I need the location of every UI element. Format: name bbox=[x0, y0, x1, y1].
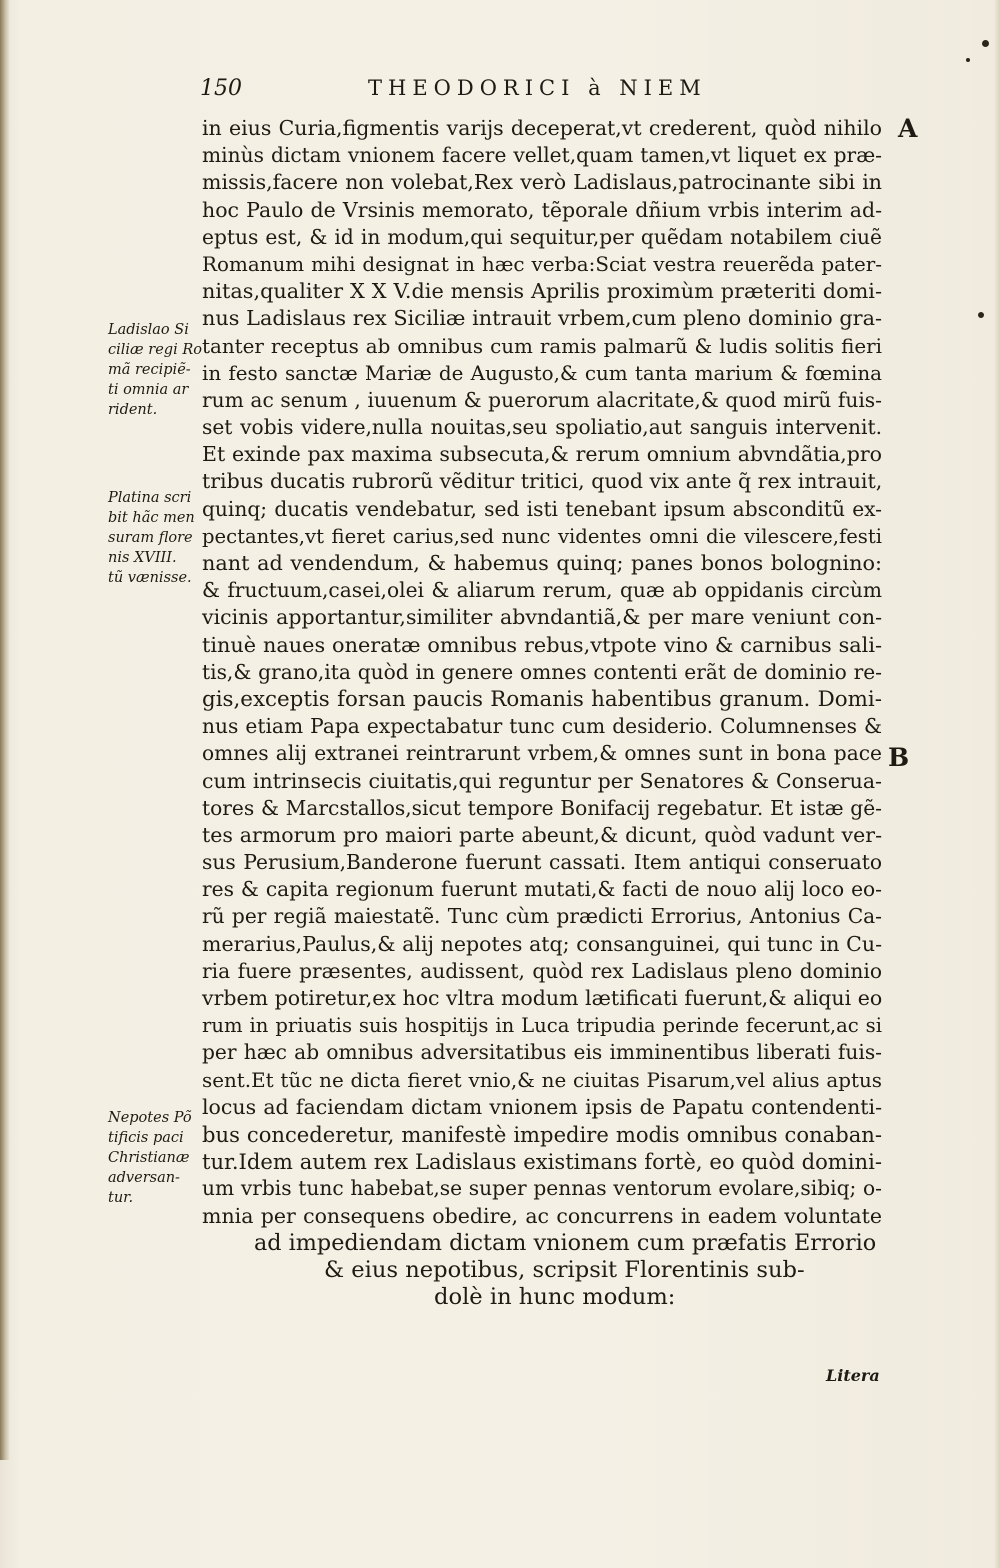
running-title: THEODORICI à NIEM bbox=[368, 76, 707, 100]
marginal-note bbox=[108, 488, 203, 588]
text-line: tores & Marcstallos,sicut tempore Bonifacij regebatur. Et istæ gẽ- bbox=[202, 795, 882, 820]
marginal-note-line: Christianæ bbox=[108, 1150, 190, 1166]
catchword: Litera bbox=[826, 1366, 880, 1385]
marginal-note-line: ti omnia ar bbox=[108, 382, 189, 398]
page-header bbox=[200, 76, 900, 106]
text-line: tes armorum pro maiori parte abeunt,& dicunt, quòd vadunt ver- bbox=[202, 822, 882, 847]
text-line: rũ per regiã maiestatẽ. Tunc cùm prædicti Errorius, Antonius Ca- bbox=[202, 904, 882, 929]
text-line: Et exinde pax maxima subsecuta,& rerum omnium abvndãtia,pro bbox=[202, 442, 882, 467]
marginal-note-line: Platina scri bbox=[108, 490, 192, 506]
page-number: 150 bbox=[200, 76, 242, 101]
ink-spot bbox=[982, 40, 989, 47]
text-line: & fructuum,casei,olei & aliarum rerum, quæ ab oppidanis circùm bbox=[202, 578, 882, 603]
marginal-note-line: rident. bbox=[108, 402, 158, 418]
marginal-note-line: mã recipiẽ- bbox=[108, 362, 191, 378]
text-line: mnia per consequens obedire, ac concurrens in eadem voluntate bbox=[202, 1203, 882, 1228]
text-line: nus etiam Papa expectabatur tunc cum desiderio. Columnenses & bbox=[202, 714, 882, 739]
text-line: vicinis apportantur,similiter abvndantiã,& per mare veniunt con- bbox=[202, 605, 882, 630]
marginal-note-line: Nepotes Põ bbox=[108, 1110, 192, 1126]
text-line: vrbem potiretur,ex hoc vltra modum lætificati fuerunt,& aliqui eo bbox=[202, 986, 883, 1010]
text-line: pectantes,vt fieret carius,sed nunc videntes omni die vilescere,festi bbox=[202, 524, 882, 548]
text-line: hoc Paulo de Vrsinis memorato, tẽporale dñium vrbis interim ad- bbox=[202, 197, 882, 222]
text-line: rum in priuatis suis hospitijs in Luca tripudia perinde fecerunt,ac si bbox=[202, 1014, 882, 1038]
main-text-block bbox=[202, 115, 882, 1311]
text-line: rum ac senum , iuuenum & puerorum alacritate,& quod mirũ fuis- bbox=[202, 387, 882, 412]
text-line: missis,facere non volebat,Rex verò Ladislaus,patrocinante sibi in bbox=[202, 170, 882, 195]
text-line: tribus ducatis rubrorũ vẽditur tritici, quod vix ante q̃ rex intrauit, bbox=[202, 469, 883, 494]
text-line: Romanum mihi designat in hæc verba:Sciat vestra reuerẽda pater- bbox=[202, 252, 882, 276]
text-line-centered: ad impediendam dictam vnionem cum præfatis Errorio bbox=[254, 1229, 877, 1256]
marginal-note-line: bit hãc men bbox=[108, 510, 195, 526]
section-marker-a: A bbox=[898, 114, 918, 143]
text-line: set vobis videre,nulla nouitas,seu spoliatio,aut sanguis intervenit. bbox=[202, 415, 882, 440]
marginal-note-line: Ladislao Si bbox=[108, 322, 189, 338]
text-line: nitas,qualiter X X V.die mensis Aprilis proximùm præteriti domi- bbox=[202, 279, 882, 304]
marginal-note bbox=[108, 1108, 203, 1208]
text-line: bus concederetur, manifestè impedire modis omnibus conaban- bbox=[202, 1121, 882, 1147]
text-line: um vrbis tunc habebat,se super pennas ventorum evolare,sibiq; o- bbox=[202, 1176, 882, 1201]
text-line: res & capita regionum fuerunt mutati,& facti de nouo alij loco eo- bbox=[202, 877, 882, 902]
marginal-note-line: nis XVIII. bbox=[108, 550, 177, 566]
marginal-note-line: tũ vænisse. bbox=[108, 570, 192, 586]
text-line: tur.Idem autem rex Ladislaus existimans fortè, eo quòd domini- bbox=[202, 1149, 882, 1175]
marginal-note-line: tificis paci bbox=[108, 1130, 184, 1146]
text-line: locus ad faciendam dictam vnionem ipsis de Papatu contendenti- bbox=[202, 1094, 882, 1119]
text-line: nus Ladislaus rex Siciliæ intrauit vrbem,cum pleno dominio gra- bbox=[202, 306, 882, 331]
text-line: gis,exceptis forsan paucis Romanis habentibus granum. Domi- bbox=[202, 686, 882, 712]
text-line: ria fuere præsentes, audissent, quòd rex Ladislaus pleno dominio bbox=[202, 958, 882, 983]
text-line: minùs dictam vnionem facere vellet,quam tamen,vt liquet ex præ- bbox=[202, 143, 882, 168]
marginal-note-line: tur. bbox=[108, 1190, 134, 1206]
text-line: cum intrinsecis ciuitatis,qui reguntur per Senatores & Conserua- bbox=[202, 768, 882, 793]
text-line: in festo sanctæ Mariæ de Augusto,& cum tanta marium & fœmina bbox=[202, 361, 882, 385]
text-line: tinuè naues oneratæ omnibus rebus,vtpote vino & carnibus sali- bbox=[202, 632, 882, 657]
marginal-note-line: suram flore bbox=[108, 530, 193, 546]
text-line: tanter receptus ab omnibus cum ramis palmarũ & ludis solitis fieri bbox=[202, 334, 882, 358]
page-gutter-shadow bbox=[0, 0, 10, 1460]
section-marker-b: B bbox=[888, 743, 910, 772]
text-line: eptus est, & id in modum,qui sequitur,per quẽdam notabilem ciuẽ bbox=[202, 224, 882, 249]
text-line: per hæc ab omnibus adversitatibus eis imminentibus liberati fuis- bbox=[202, 1040, 882, 1065]
text-line-centered: & eius nepotibus, scripsit Florentinis sub- bbox=[324, 1256, 805, 1283]
text-line: omnes alij extranei reintrarunt vrbem,& omnes sunt in bona pace bbox=[202, 741, 882, 766]
text-line: sus Perusium,Banderone fuerunt cassati. Item antiqui conseruato bbox=[202, 850, 882, 875]
text-line: sent.Et tũc ne dicta fieret vnio,& ne ciuitas Pisarum,vel alius aptus bbox=[202, 1068, 882, 1092]
ink-spot bbox=[978, 312, 984, 318]
text-line: quinq; ducatis vendebatur, sed isti tenebant ipsum absconditũ ex- bbox=[202, 496, 882, 521]
marginal-note-line: adversan- bbox=[108, 1170, 180, 1186]
page-edge bbox=[994, 0, 1000, 1568]
marginal-note-line: ciliæ regi Ro bbox=[108, 342, 202, 358]
text-line: merarius,Paulus,& alij nepotes atq; consanguinei, qui tunc in Cu- bbox=[202, 931, 882, 956]
text-line-centered: dolè in hunc modum: bbox=[434, 1284, 676, 1311]
text-line: tis,& grano,ita quòd in genere omnes contenti erãt de dominio re- bbox=[202, 659, 882, 684]
marginal-note bbox=[108, 320, 203, 420]
text-line: in eius Curia,figmentis varijs deceperat,vt crederent, quòd nihilo bbox=[202, 116, 882, 140]
text-line: nant ad vendendum, & habemus quinq; panes bonos bolognino: bbox=[202, 551, 882, 575]
ink-spot bbox=[966, 58, 970, 62]
